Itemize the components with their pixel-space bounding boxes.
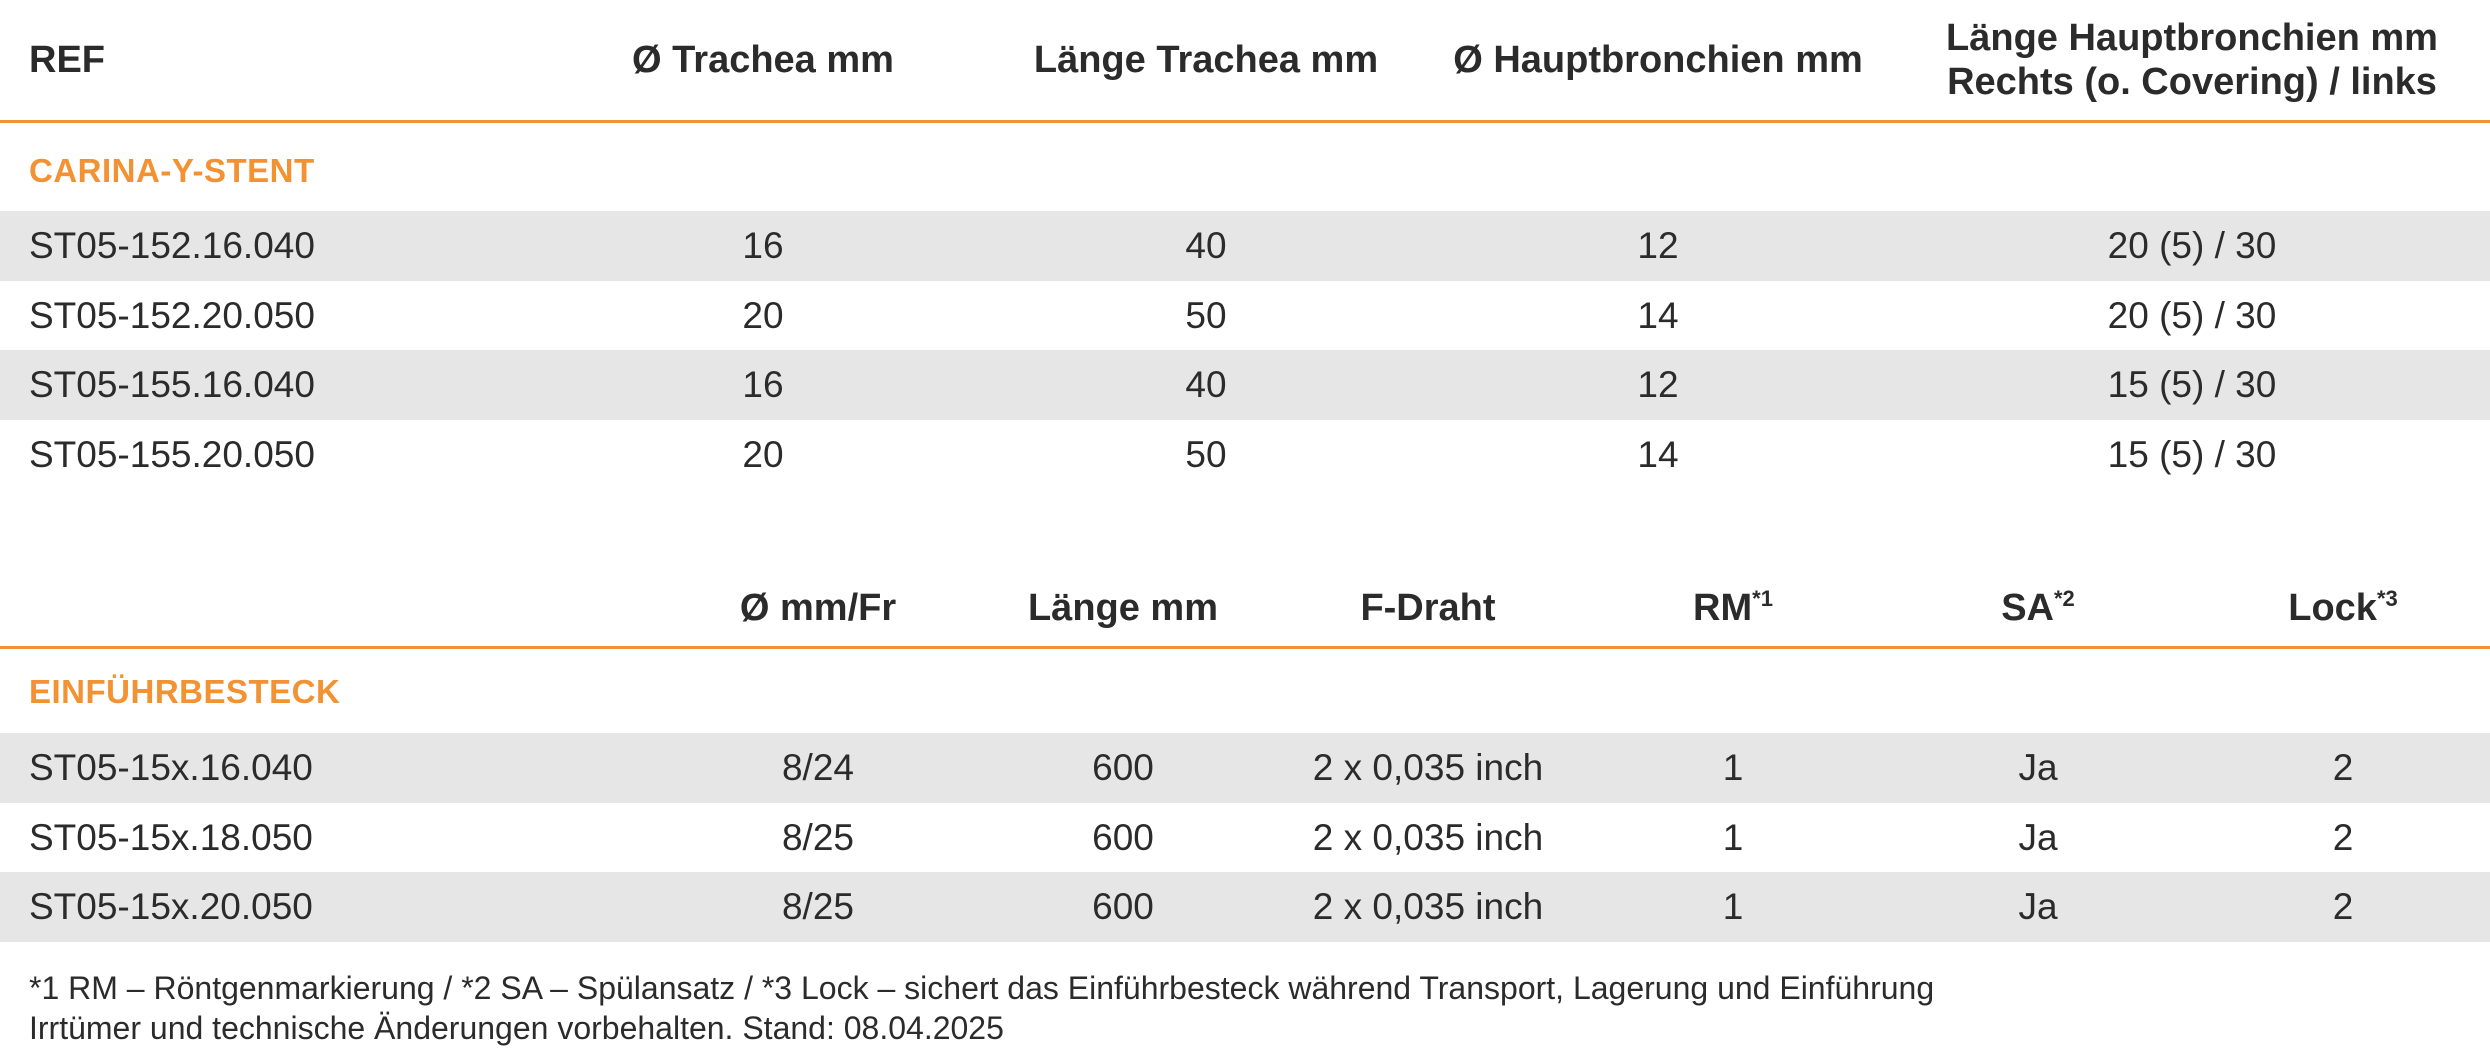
cell-ref: ST05-15x.20.050	[29, 886, 313, 927]
col-header-lock-footnote-ref: *3	[2376, 586, 2398, 611]
cell-rm: 1	[1722, 886, 1744, 927]
cell-trachea-diameter: 16	[742, 225, 784, 266]
section-title-carina-y-stent: CARINA-Y-STENT	[29, 152, 315, 189]
col-header-wire: F-Draht	[1360, 587, 1496, 629]
col-header-ref: REF	[29, 39, 105, 81]
col-header-rm-label: RM	[1693, 587, 1753, 629]
cell-lock: 2	[2332, 747, 2354, 788]
col-header-bronchi-length-line2: Rechts (o. Covering) / links	[1947, 61, 2437, 103]
col-header-trachea-length: Länge Trachea mm	[1033, 39, 1379, 81]
cell-wire: 2 x 0,035 inch	[1312, 886, 1544, 927]
col-header-sa	[1888, 586, 2188, 635]
cell-bronchi-diameter: 14	[1637, 295, 1679, 336]
footnote-disclaimer: Irrtümer und technische Änderungen vorbehalten. Stand: 08.04.2025	[29, 1010, 1004, 1046]
col-header-diameter-fr: Ø mm/Fr	[739, 587, 897, 629]
table-row	[0, 211, 2490, 281]
cell-trachea-diameter: 16	[742, 364, 784, 405]
col-header-rm	[1583, 586, 1883, 635]
col-header-trachea-diameter: Ø Trachea mm	[632, 39, 894, 81]
cell-sa: Ja	[2018, 886, 2058, 927]
table-row	[0, 872, 2490, 942]
col-header-bronchi-length	[1892, 16, 2490, 104]
table-row	[0, 350, 2490, 420]
cell-ref: ST05-155.20.050	[29, 434, 315, 475]
cell-trachea-length: 40	[1185, 225, 1227, 266]
cell-rm: 1	[1722, 747, 1744, 788]
cell-sa: Ja	[2018, 817, 2058, 858]
cell-bronchi-diameter: 12	[1637, 364, 1679, 405]
cell-bronchi-length: 20 (5) / 30	[2107, 295, 2277, 336]
table-row	[0, 803, 2490, 873]
cell-bronchi-length: 20 (5) / 30	[2107, 225, 2277, 266]
cell-diameter-fr: 8/25	[781, 886, 854, 927]
cell-lock: 2	[2332, 817, 2354, 858]
cell-length: 600	[1092, 886, 1154, 927]
cell-ref: ST05-152.20.050	[29, 295, 315, 336]
col-header-sa-footnote-ref: *2	[2054, 586, 2075, 611]
cell-bronchi-diameter: 14	[1637, 434, 1679, 475]
header-divider-1	[0, 120, 2490, 123]
cell-bronchi-length: 15 (5) / 30	[2107, 434, 2277, 475]
cell-trachea-diameter: 20	[742, 434, 784, 475]
cell-bronchi-length: 15 (5) / 30	[2107, 364, 2277, 405]
cell-diameter-fr: 8/25	[781, 817, 854, 858]
cell-sa: Ja	[2018, 747, 2058, 788]
col-header-lock-label: Lock	[2288, 587, 2377, 629]
cell-ref: ST05-15x.16.040	[29, 747, 313, 788]
table-row	[0, 733, 2490, 803]
section-title-einfuehrbesteck: EINFÜHRBESTECK	[29, 673, 341, 710]
col-header-rm-footnote-ref: *1	[1752, 586, 1773, 611]
table-row	[0, 420, 2490, 490]
cell-bronchi-diameter: 12	[1637, 225, 1679, 266]
cell-trachea-length: 40	[1185, 364, 1227, 405]
cell-lock: 2	[2332, 886, 2354, 927]
cell-length: 600	[1092, 747, 1154, 788]
col-header-bronchi-diameter: Ø Hauptbronchien mm	[1453, 39, 1863, 81]
col-header-sa-label: SA	[2001, 587, 2054, 629]
cell-ref: ST05-152.16.040	[29, 225, 315, 266]
cell-trachea-length: 50	[1185, 295, 1227, 336]
cell-diameter-fr: 8/24	[781, 747, 854, 788]
cell-ref: ST05-15x.18.050	[29, 817, 313, 858]
cell-ref: ST05-155.16.040	[29, 364, 315, 405]
cell-wire: 2 x 0,035 inch	[1312, 817, 1544, 858]
cell-trachea-diameter: 20	[742, 295, 784, 336]
cell-wire: 2 x 0,035 inch	[1312, 747, 1544, 788]
table-row	[0, 281, 2490, 351]
footnote-legend: *1 RM – Röntgenmarkierung / *2 SA – Spülansatz / *3 Lock – sichert das Einführbesteck während Transport, Lagerung und Einführung	[29, 970, 1935, 1006]
col-header-bronchi-length-line1: Länge Hauptbronchien mm	[1946, 17, 2438, 59]
header-divider-2	[0, 646, 2490, 649]
col-header-lock	[2193, 586, 2490, 635]
cell-rm: 1	[1722, 817, 1744, 858]
cell-trachea-length: 50	[1185, 434, 1227, 475]
cell-length: 600	[1092, 817, 1154, 858]
col-header-length: Länge mm	[1027, 587, 1219, 629]
